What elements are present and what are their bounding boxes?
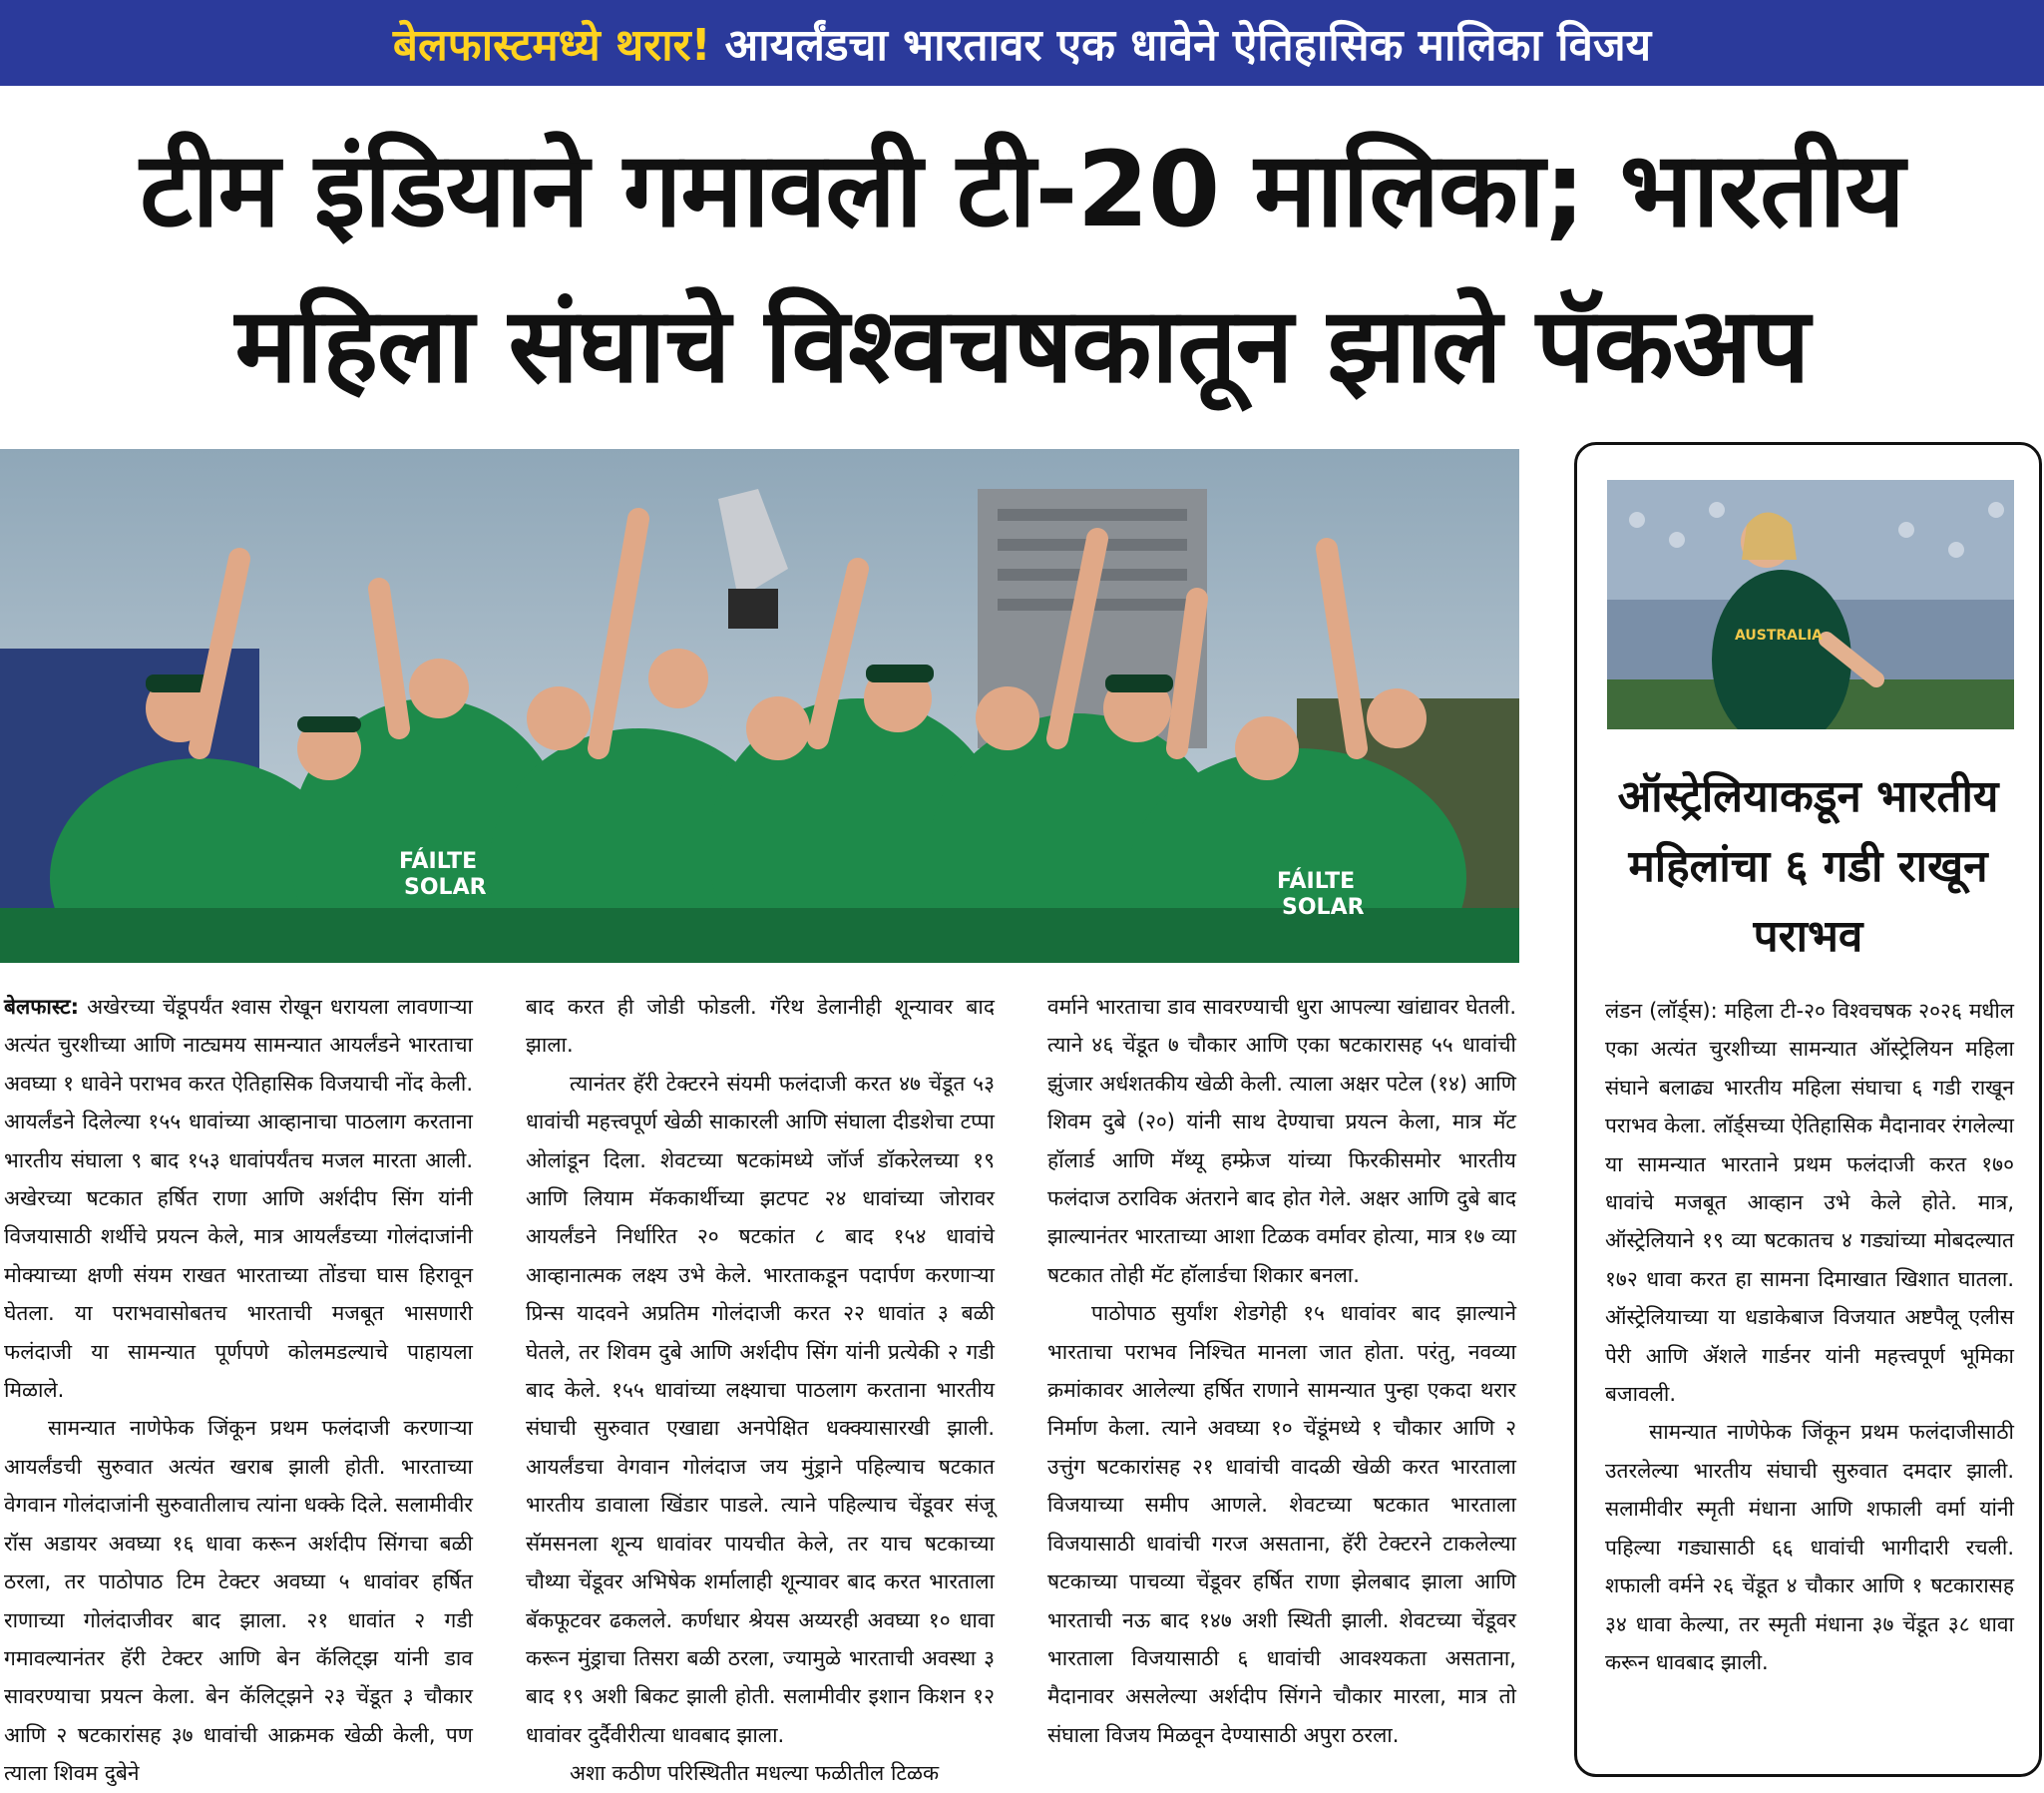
article-paragraph: त्यानंतर हॅरी टेक्टरने संयमी फलंदाजी करत ४७ चेंडूत ५३ धावांची महत्त्वपूर्ण खेळी साकारली आणि संघाला दीडशेचा टप्पा ओलांडून दिला. शेवटच्या षटकांमध्ये जॉर्ज डॉकरेलच्या १९ आणि लियाम मॅककार्थीच्या झटपट २४ धावांच्या जोरावर आयर्लंडने निर्धारित २० षटकांत ८ बाद १५४ धावांचे आव्हानात्मक लक्ष्य उभे केले. भारताकडून पदार्पण करणाऱ्या प्रिन्स यादवने अप्रतिम गोलंदाजी करत २२ धावांत ३ बळी घेतले, तर शिवम दुबे आणि अर्शदीप सिंग यांनी प्रत्येकी २ गडी बाद केले. १५५ धावांच्या लक्ष्याचा पाठलाग करताना भारतीय संघाची सुरुवात एखाद्या अनपेक्षित धक्क्यासारखी झाली. आयर्लंडचा वेगवान गोलंदाज जय मुंड्राने पहिल्याच षटकात भारतीय डावाला खिंडार पाडले. त्याने पहिल्याच चेंडूवर संजू सॅमसनला शून्य धावांवर पायचीत केले, तर याच षटकाच्या चौथ्या चेंडूवर अभिषेक शर्मालाही शून्यावर बाद करत भारताला बॅकफूटवर ढकलले. कर्णधार श्रेयस अय्यरही अवघ्या १० धावा करून मुंड्राचा तिसरा बळी ठरला, ज्यामुळे भारताची अवस्था ३ बाद १९ अशी बिकट झाली होती. सलामीवीर इशान किशन १२ धावांवर दुर्दैवीरीत्या धावबाद झाला. [526,1071,995,1747]
sidebar-paragraph: सामन्यात नाणेफेक जिंकून प्रथम फलंदाजीसाठी उतरलेल्या भारतीय संघाची सुरुवात दमदार झाली. सलामीवीर स्मृती मंधाना आणि शफाली वर्मा यांनी पहिल्या गड्यासाठी ६६ धावांची भागीदारी रचली. शफाली वर्मने २६ चेंडूत ४ चौकार आणि १ षटकारासह ३४ धावा केल्या, तर स्मृती मंधाना ३७ चेंडूत ३८ धावा करून धावबाद झाली. [1605,1420,2014,1674]
article-paragraph: सामन्यात नाणेफेक जिंकून प्रथम फलंदाजी करणाऱ्या आयर्लंडची सुरुवात अत्यंत खराब झाली होती. भारताच्या वेगवान गोलंदाजांनी सुरुवातीलाच त्यांना धक्के दिले. सलामीवीर रॉस अडायर अवघ्या १६ धावा करून अर्शदीप सिंगचा बळी ठरला, तर पाठोपाठ टिम टेक्टर अवघ्या ५ धावांवर हर्षित राणाच्या गोलंदाजीवर बाद झाला. २१ धावांत २ गडी गमावल्यानंतर हॅरी टेक्टर आणि बेन कॅलिट्झ यांनी डाव सावरण्याचा प्रयत्न केला. बेन कॅलिट्झने २३ चेंडूत ३ चौकार आणि २ षटकारांसह ३७ धावांची आक्रमक खेळी केली, पण त्याला शिवम दुबेने [4,1416,473,1786]
headline-line-1: टीम इंडियाने गमावली टी-20 मालिका; भारतीय [140,129,1904,250]
jersey-text-3: FÁILTE [1277,869,1356,894]
main-photo [0,449,1519,963]
sidebar-story-box [1574,442,2042,1777]
article-dateline: बेलफास्ट: [4,995,80,1019]
article-paragraph: अशा कठीण परिस्थितीत मधल्या फळीतील टिळक [570,1761,940,1786]
headline-line-2: महिला संघाचे विश्वचषकातून झाले पॅकअप [234,284,1810,406]
article-paragraph: वर्माने भारताचा डाव सावरण्याची धुरा आपल्या खांद्यावर घेतली. त्याने ४६ चेंडूत ७ चौकार आणि एका षटकारासह ५५ धावांची झुंजार अर्धशतकीय खेळी केली. त्याला अक्षर पटेल (१४) आणि शिवम दुबे (२०) यांनी साथ देण्याचा प्रयत्न केला, मात्र मॅट हॉलार्ड आणि मॅथ्यू हम्फ्रेज यांच्या फिरकीसमोर भारतीय फलंदाज ठराविक अंतराने बाद होत गेले. अक्षर आणि दुबे बाद झाल्यानंतर भारताच्या आशा टिळक वर्मावर होत्या, मात्र १७ व्या षटकात तोही मॅट हॉलार्डचा शिकार बनला. [1047,995,1516,1287]
article-column-1 [4,988,473,1793]
article-paragraph: बाद करत ही जोडी फोडली. गॅरेथ डेलानीही शून्यावर बाद झाला. [526,995,995,1058]
article-column-2 [526,988,995,1793]
banner-text: आयर्लंडचा भारतावर एक धावेने ऐतिहासिक मालिका विजय [724,20,1652,71]
article-column-3 [1047,988,1516,1754]
team-celebration-image [0,449,1519,963]
banner-highlight: बेलफास्टमध्ये थरार! [392,20,711,71]
article-paragraph: पाठोपाठ सुर्यांश शेडगेही १५ धावांवर बाद झाल्याने भारताचा पराभव निश्चित मानला जात होता. परंतु, नवव्या क्रमांकावर आलेल्या हर्षित राणाने सामन्यात पुन्हा एकदा थरार निर्माण केला. त्याने अवघ्या १० चेंडूंमध्ये १ चौकार आणि २ उत्तुंग षटकारांसह २१ धावांची वादळी खेळी करत भारताला विजयाच्या समीप आणले. शेवटच्या षटकात भारताला विजयासाठी धावांची गरज असताना, हॅरी टेक्टरने टाकलेल्या षटकाच्या पाचव्या चेंडूवर हर्षित राणा झेलबाद झाला आणि भारताची नऊ बाद १४७ अशी स्थिती झाली. शेवटच्या चेंडूवर भारताला विजयासाठी ६ धावांची आवश्यकता असताना, मैदानावर असलेल्या अर्शदीप सिंगने चौकार मारला, मात्र तो संघाला विजय मिळवून देण्यासाठी अपुरा ठरला. [1047,1301,1516,1747]
sidebar-paragraph: लंडन (लॉर्ड्स): महिला टी-२० विश्वचषक २०२६ मधील एका अत्यंत चुरशीच्या सामन्यात ऑस्ट्रेलियन महिला संघाने बलाढ्य भारतीय महिला संघाचा ६ गडी राखून पराभव केला. लॉर्ड्सच्या ऐतिहासिक मैदानावर रंगलेल्या या सामन्यात भारताने प्रथम फलंदाजी करत १७० धावांचे मजबूत आव्हान उभे केले होते. मात्र, ऑस्ट्रेलियाने १९ व्या षटकातच ४ गड्यांच्या मोबदल्यात १७२ धावा करत हा सामना दिमाखात खिशात घातला. ऑस्ट्रेलियाच्या या धडाकेबाज विजयात अष्टपैलू एलीस पेरी आणि ॲशले गार्डनर यांनी महत्त्वपूर्ण भूमिका बजावली. [1605,999,2014,1407]
jersey-text-1: FÁILTE [399,849,478,874]
sidebar-body [1605,992,2014,1681]
article-paragraph: बेलफास्ट: अखेरच्या चेंडूपर्यंत श्वास रोखून धरायला लावणाऱ्या अत्यंत चुरशीच्या आणि नाट्यमय सामन्यात आयर्लंडने भारताचा अवघ्या १ धावेने पराभव करत ऐतिहासिक विजयाची नोंद केली. आयर्लंडने दिलेल्या १५५ धावांच्या आव्हानाचा पाठलाग करताना भारतीय संघाला ९ बाद १५३ धावांपर्यंतच मजल मारता आली. अखेरच्या षटकात हर्षित राणा आणि अर्शदीप सिंग यांनी विजयासाठी शर्थीचे प्रयत्न केले, मात्र आयर्लंडच्या गोलंदाजांनी मोक्याच्या क्षणी संयम राखत भारताच्या तोंडचा घास हिरावून घेतला. या पराभवासोबतच भारताची मजबूत भासणारी फलंदाजी या सामन्यात पूर्णपणे कोलमडल्याचे पाहायला मिळाले. [4,995,473,1403]
sidebar-photo [1607,480,2014,729]
jersey-text-4: SOLAR [1282,895,1365,920]
sidebar-dateline: लंडन (लॉर्ड्स): [1605,999,1718,1023]
top-banner [0,0,2044,86]
jersey-text-2: SOLAR [404,875,487,900]
main-headline [0,112,2044,423]
sidebar-title: ऑस्ट्रेलियाकडून भारतीय महिलांचा ६ गडी राखून पराभव [1617,771,1999,962]
sidebar-jersey-text: AUSTRALIA [1735,628,1823,644]
bowler-celebration-image [1607,480,2014,729]
